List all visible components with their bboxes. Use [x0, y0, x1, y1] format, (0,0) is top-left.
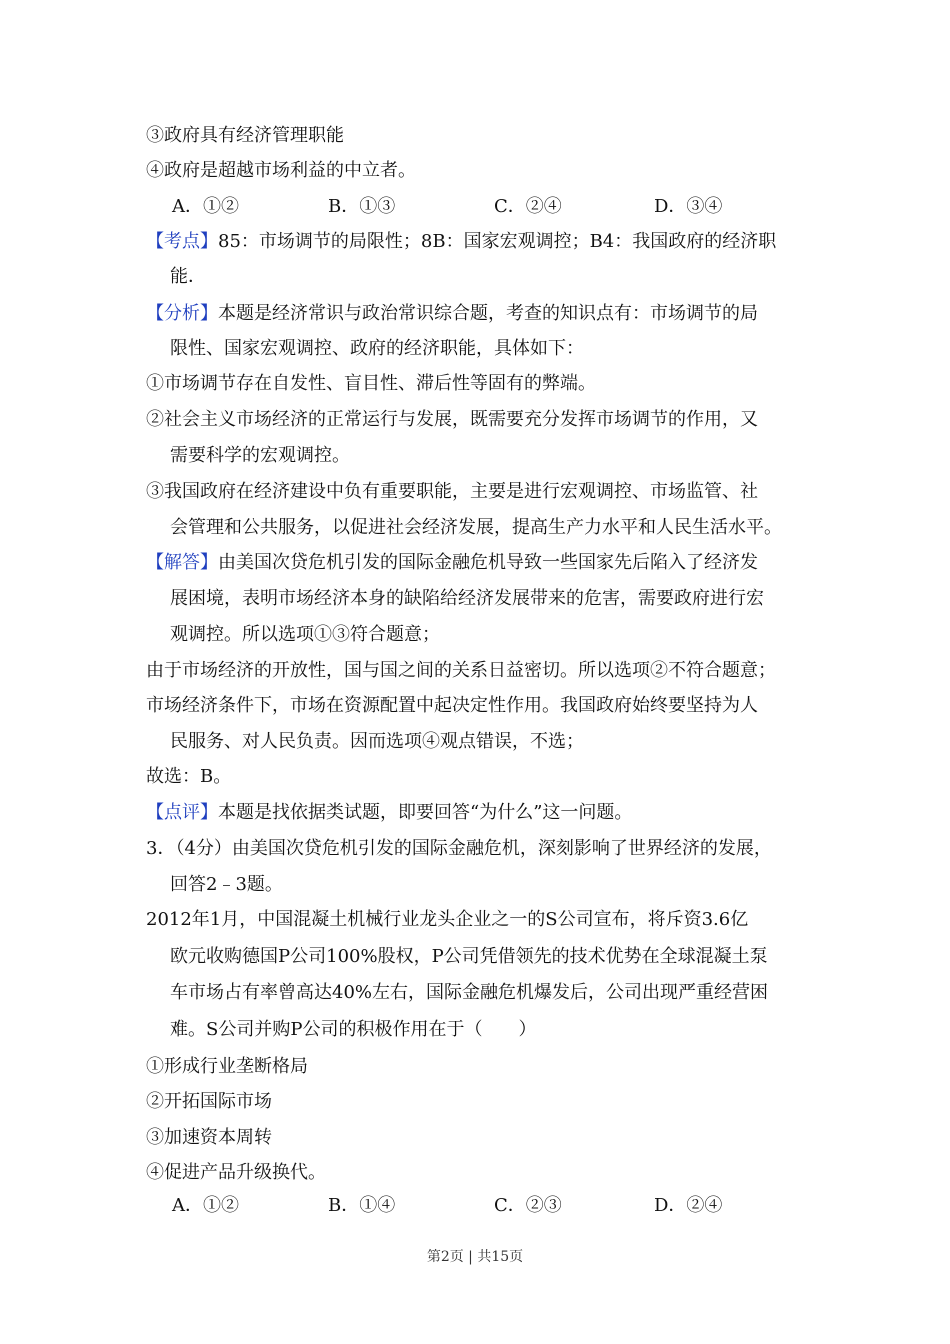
fenxi-tag: 【分析】 — [146, 303, 218, 324]
jieda-tag: 【解答】 — [146, 552, 218, 573]
jieda-line-3: 观调控。所以选项①③符合题意； — [170, 624, 440, 645]
q2-option-a: A．①② — [172, 196, 239, 217]
point-3-line-1: ③我国政府在经济建设中负有重要职能，主要是进行宏观调控、市场监管、社 — [146, 481, 758, 502]
dianping-line — [146, 801, 632, 825]
jieda-line-7: 故选：B。 — [146, 766, 232, 787]
jieda-line-5: 市场经济条件下，市场在资源配置中起决定性作用。我国政府始终要坚持为人 — [146, 695, 758, 716]
q3-stem-line-2: 回答2﹣3题。 — [170, 874, 283, 895]
q2-item-4: ④政府是超越市场利益的中立者。 — [146, 160, 416, 181]
q3-option-d: D．②④ — [654, 1195, 723, 1216]
jieda-text: 由美国次贷危机引发的国际金融危机导致一些国家先后陷入了经济发 — [218, 552, 758, 573]
q2-option-c: C．②④ — [494, 196, 562, 217]
q3-option-c: C．②③ — [494, 1195, 562, 1216]
kaodian-tag: 【考点】 — [146, 231, 218, 252]
jieda-line-1 — [146, 551, 758, 575]
dianping-tag: 【点评】 — [146, 802, 218, 823]
q3-stem-line-1: 3．（4分）由美国次贷危机引发的国际金融危机，深刻影响了世界经济的发展， — [146, 838, 772, 859]
kaodian-line-2: 能． — [170, 266, 206, 287]
q3-material-line-4: 难。S公司并购P公司的积极作用在于（ ） — [170, 1019, 537, 1040]
kaodian-text: 85：市场调节的局限性；8B：国家宏观调控；B4：我国政府的经济职 — [218, 231, 777, 252]
fenxi-text: 本题是经济常识与政治常识综合题，考查的知识点有：市场调节的局 — [218, 303, 758, 324]
q3-item-3: ③加速资本周转 — [146, 1127, 272, 1148]
point-2-line-1: ②社会主义市场经济的正常运行与发展，既需要充分发挥市场调节的作用，又 — [146, 409, 758, 430]
point-3-line-2: 会管理和公共服务，以促进社会经济发展，提高生产力水平和人民生活水平。 — [170, 517, 782, 538]
q2-option-d: D．③④ — [654, 196, 723, 217]
q2-option-b: B．①③ — [328, 196, 396, 217]
fenxi-line-1 — [146, 302, 758, 326]
jieda-line-6: 民服务、对人民负责。因而选项④观点错误，不选； — [170, 731, 584, 752]
kaodian-line-1 — [146, 230, 776, 254]
fenxi-line-2: 限性、国家宏观调控、政府的经济职能，具体如下： — [170, 338, 584, 359]
q3-item-2: ②开拓国际市场 — [146, 1091, 272, 1112]
dianping-text: 本题是找依据类试题，即要回答“为什么”这一问题。 — [218, 802, 633, 823]
q3-material-line-2: 欧元收购德国P公司100%股权，P公司凭借领先的技术优势在全球混凝土泵 — [170, 946, 768, 967]
q3-item-1: ①形成行业垄断格局 — [146, 1056, 308, 1077]
q3-option-a: A．①② — [172, 1195, 239, 1216]
jieda-line-2: 展困境，表明市场经济本身的缺陷给经济发展带来的危害，需要政府进行宏 — [170, 588, 764, 609]
q3-option-b: B．①④ — [328, 1195, 396, 1216]
point-1: ①市场调节存在自发性、盲目性、滞后性等固有的弊端。 — [146, 373, 596, 394]
q3-material-line-3: 车市场占有率曾高达40%左右，国际金融危机爆发后，公司出现严重经营困 — [170, 982, 769, 1003]
point-2-line-2: 需要科学的宏观调控。 — [170, 445, 350, 466]
jieda-line-4: 由于市场经济的开放性，国与国之间的关系日益密切。所以选项②不符合题意； — [146, 660, 776, 681]
page-footer: 第2页 | 共15页 — [426, 1249, 524, 1265]
q3-item-4: ④促进产品升级换代。 — [146, 1162, 326, 1183]
q3-material-line-1: 2012年1月，中国混凝土机械行业龙头企业之一的S公司宣布，将斥资3.6亿 — [146, 909, 749, 930]
q2-item-3: ③政府具有经济管理职能 — [146, 125, 344, 146]
